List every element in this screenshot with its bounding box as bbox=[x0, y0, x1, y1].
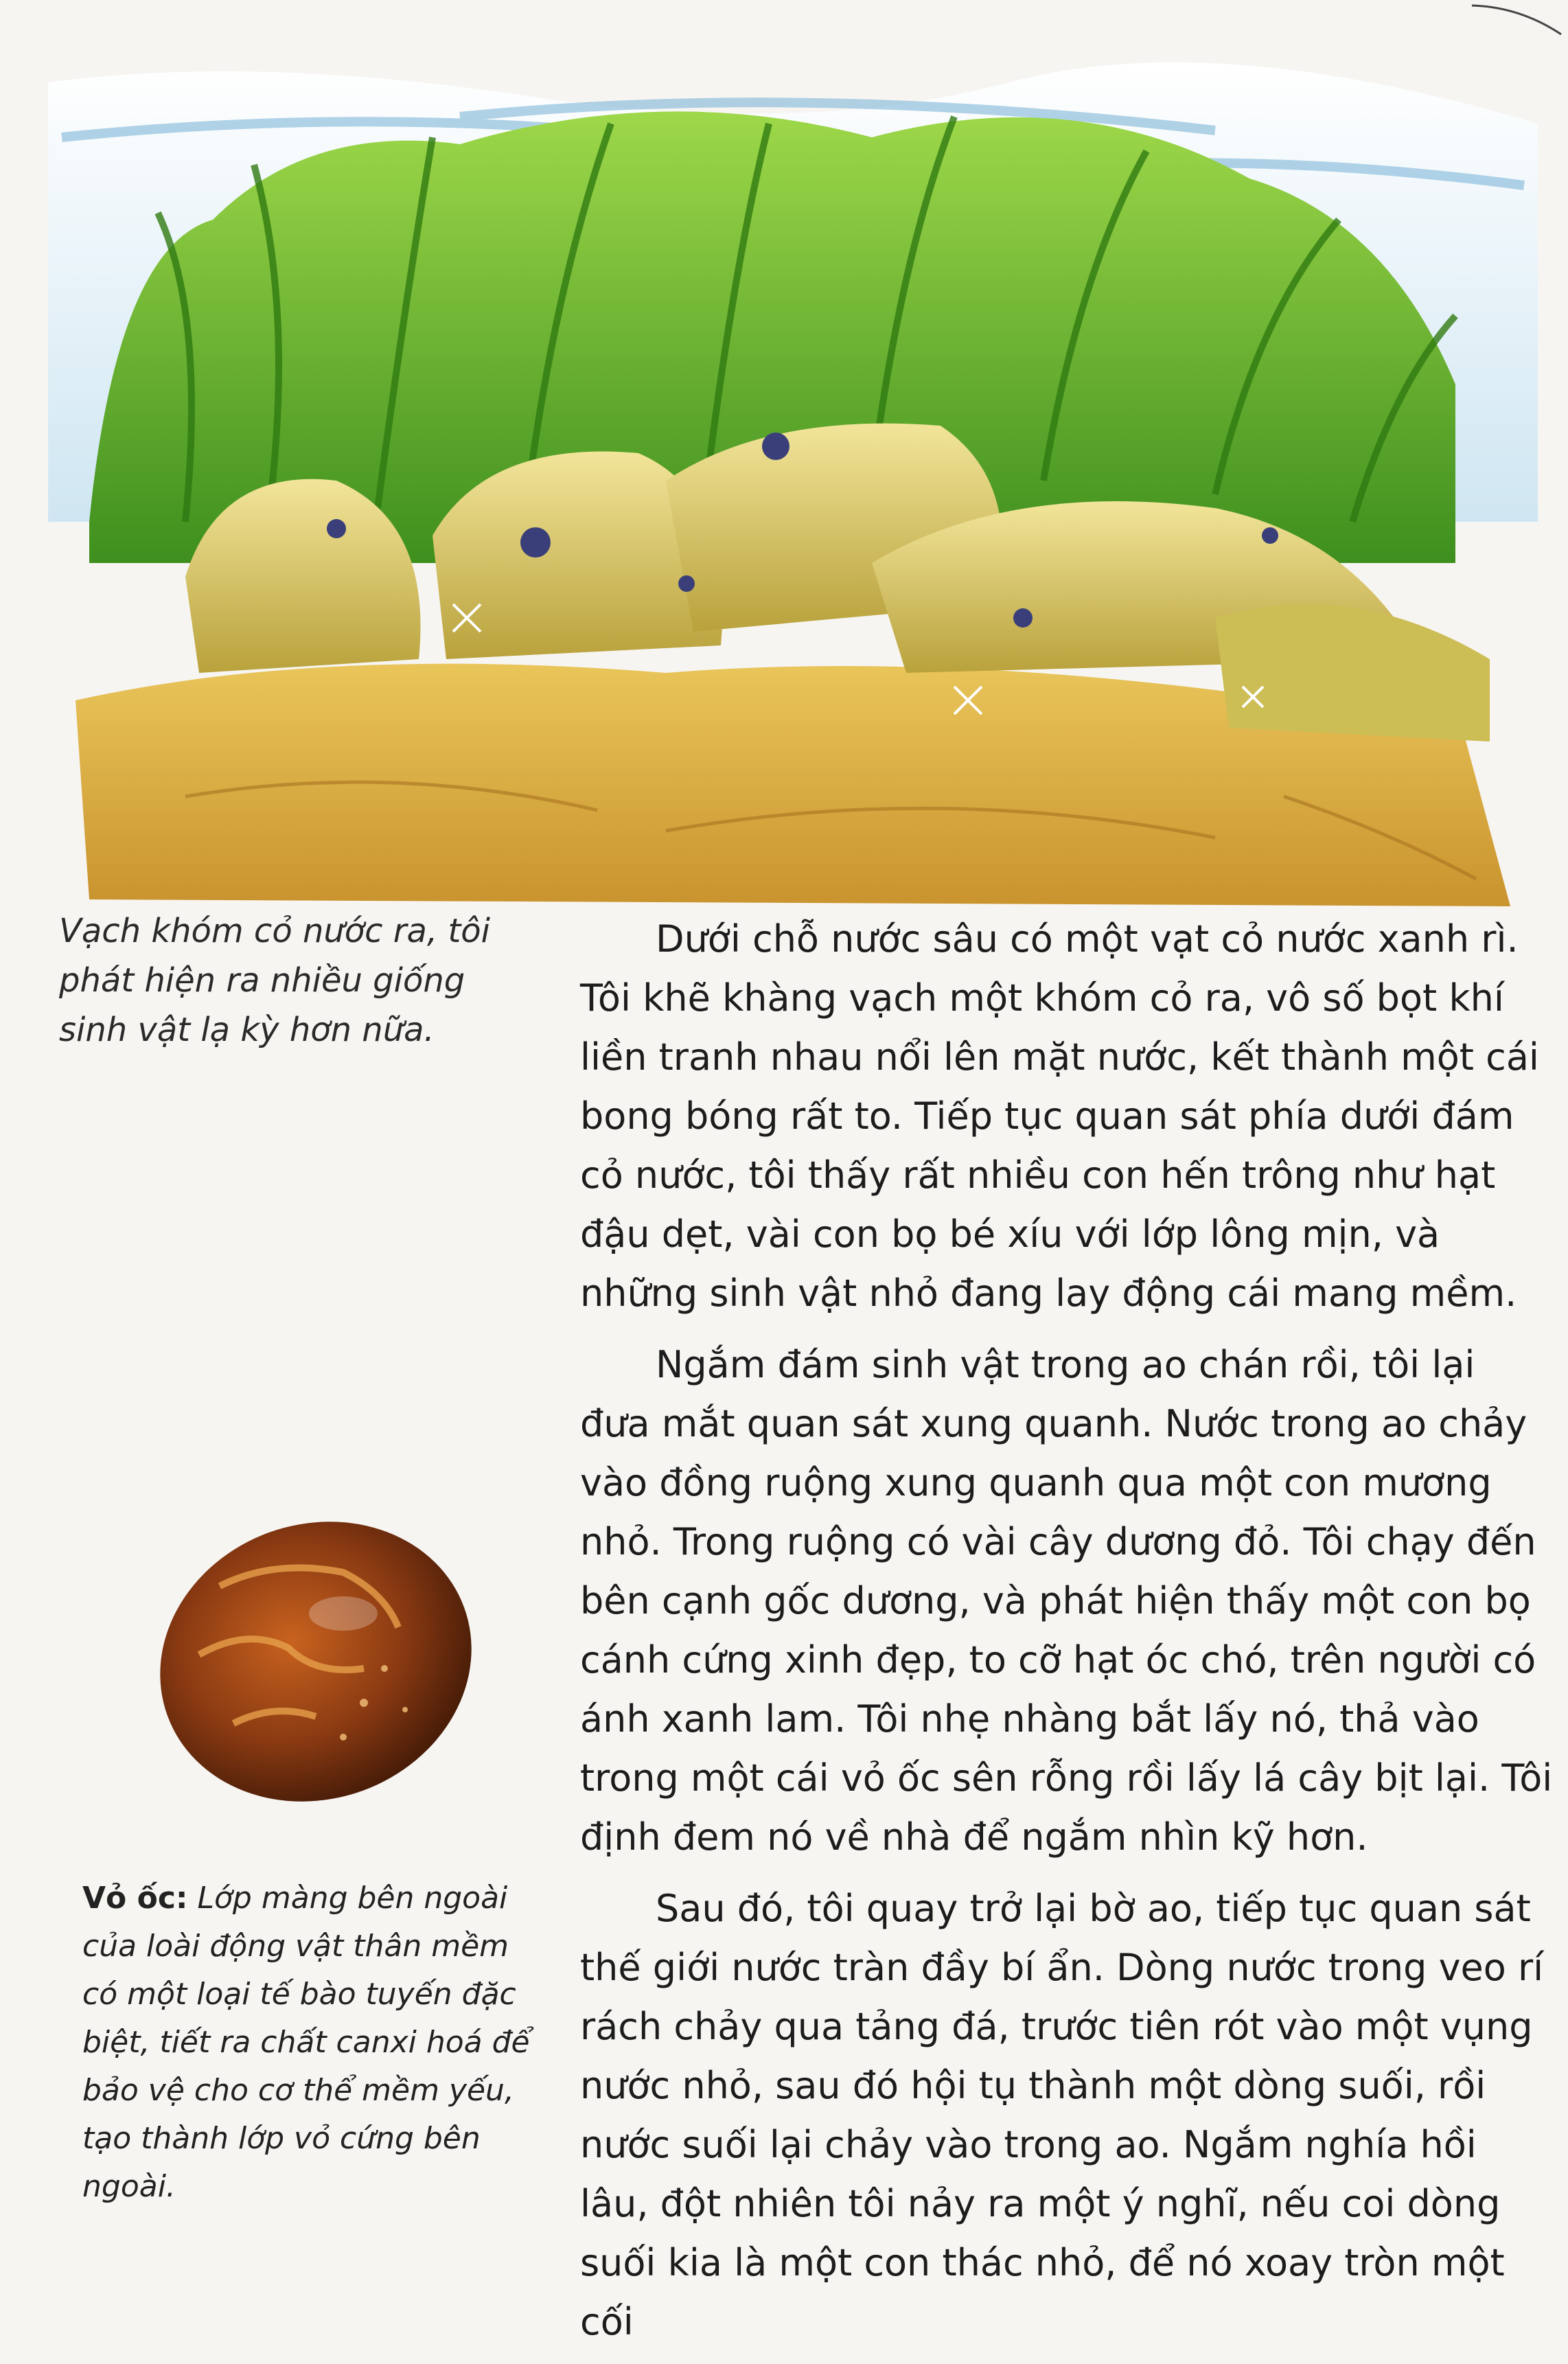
body-paragraph-1: Dưới chỗ nước sâu có một vạt cỏ nước xanh rì. Tôi khẽ khàng vạch một khóm cỏ ra, vô số bọt khí liền tranh nhau nổi lên mặt nước, kết thành một cái bong bóng rất to. Tiếp tục quan sát phía dưới đám cỏ nước, tôi thấy rất nhiều con hến trông như hạt đậu dẹt, vài con bọ bé xíu với lớp lông mịn, và những sinh vật nhỏ đang lay động cái mang mềm. bbox=[580, 917, 1539, 1315]
body-paragraph-3: Sau đó, tôi quay trở lại bờ ao, tiếp tục quan sát thế giới nước tràn đầy bí ẩn. Dòng nước trong veo rí rách chảy qua tảng đá, trước tiên rót vào một vụng nước nhỏ, sau đó hội tụ thành một dòng suối, rồi nước suối lại chảy vào trong ao. Ngắm nghía hồi lâu, đột nhiên tôi nảy ra một ý nghĩ, nếu coi dòng suối kia là một con thác nhỏ, để nó xoay tròn một cối bbox=[580, 1887, 1544, 2343]
cowrie-shell-image bbox=[137, 1476, 494, 1833]
page-corner-line bbox=[1458, 0, 1568, 41]
shell-caption-desc: Lớp màng bên ngoài của loài động vật thân mềm có một loại tế bào tuyến đặc biệt, tiết ra chất canxi hoá để bảo vệ cho cơ thể mềm yếu, tạo thành lớp vỏ cứng bên ngoài. bbox=[82, 1881, 530, 2204]
pond-grass-rocks-illustration bbox=[48, 41, 1538, 913]
shell-caption bbox=[82, 1874, 535, 2211]
shell-caption-term: Vỏ ốc: bbox=[82, 1881, 188, 1916]
illustration-caption: Vạch khóm cỏ nước ra, tôi phát hiện ra nhiều giống sinh vật lạ kỳ hơn nữa. bbox=[59, 912, 490, 1049]
body-paragraph-2: Ngắm đám sinh vật trong ao chán rồi, tôi lại đưa mắt quan sát xung quanh. Nước trong ao chảy vào đồng ruộng xung quanh qua một con mương nhỏ. Trong ruộng có vài cây dương đỏ. Tôi chạy đến bên cạnh gốc dương, và phát hiện thấy một con bọ cánh cứng xinh đẹp, to cỡ hạt óc chó, trên người có ánh xanh lam. Tôi nhẹ nhàng bắt lấy nó, thả vào trong một cái vỏ ốc sên rỗng rồi lấy lá cây bịt lại. Tôi định đem nó về nhà để ngắm nhìn kỹ hơn. bbox=[580, 1343, 1553, 1859]
body-text bbox=[580, 910, 1555, 2364]
